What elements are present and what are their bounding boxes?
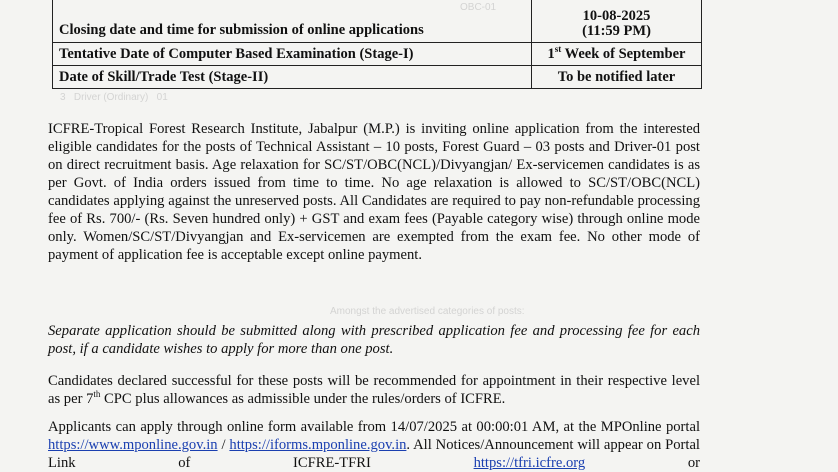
schedule-row [53, 66, 702, 89]
tfri-link[interactable]: https://tfri.icfre.org [473, 455, 586, 471]
separate-application-paragraph: Separate application should be submitted along with prescribed application fee and processing fee for each post, if a candidate wishes to apply for more than one post. [48, 323, 700, 357]
apply-paragraph [48, 418, 700, 472]
schedule-value: To be notified later [532, 66, 702, 89]
apply-text: Applicants can apply through online form available from 14/07/2025 at 00:00:01 AM, at the MPOnline portal [48, 419, 700, 435]
schedule-table [52, 0, 702, 89]
recommendation-paragraph [48, 372, 700, 408]
intro-paragraph: ICFRE-Tropical Forest Research Institute, Jabalpur (M.P.) is inviting online application from the interested eligible candidates for the posts of Technical Assistant – 10 posts, Forest Guard – 03 posts and Driver-01 post on direct recruitment basis. Age relaxation for SC/ST/OBC(NCL)/Divyangjan/ Ex-servicemen candidates is as per Govt. of India orders issued from time to time. No age relaxation is allowed to SC/ST/OBC(NCL) candidates applying against the unreserved posts. All Candidates are required to pay non-refundable processing fee of Rs. 700/- (Rs. Seven hundred only) + GST and exam fees (Payable category wise) through online mode only. Women/SC/ST/Divyangjan and Ex-servicemen are exempted from the exam fee. No other mode of payment of application fee is acceptable except online payment. [48, 121, 700, 263]
bleed-through-marks: Amongst the advertised categories of posts: [330, 306, 525, 317]
mponline-link[interactable]: https://www.mponline.gov.in [48, 437, 218, 453]
ordinal-suffix: st [554, 43, 562, 54]
exam-week-text: Week of September [561, 45, 686, 62]
schedule-label: Date of Skill/Trade Test (Stage-II) [53, 66, 532, 89]
schedule-label: Tentative Date of Computer Based Examination (Stage-I) [53, 43, 532, 66]
schedule-row [53, 0, 702, 43]
closing-time: (11:59 PM) [582, 23, 651, 39]
recommendation-text: Candidates declared successful for these posts will be recommended for appointment in their respective level as per 7 [48, 373, 700, 407]
bleed-through-marks: OBC-01 [460, 2, 497, 13]
schedule-label: Closing date and time for submission of online applications [53, 0, 532, 43]
exam-week-number: 1 [547, 45, 555, 62]
schedule-row [53, 43, 702, 66]
recommendation-text-end: CPC plus allowances as admissible under the rules/orders of ICFRE. [100, 391, 506, 407]
closing-date: 10-08-2025 [582, 8, 651, 24]
bleed-through-marks: 3 Driver (Ordinary) 01 [60, 92, 168, 103]
link-separator: / [221, 437, 226, 453]
ordinal-suffix: th [93, 389, 101, 400]
schedule-value [532, 43, 702, 66]
apply-text-mid: . All Notices/Announcement will appear on Portal Link of ICFRE-TFRI [48, 437, 700, 471]
schedule-value [532, 0, 702, 43]
iforms-link[interactable]: https://iforms.mponline.gov.in [229, 437, 407, 453]
apply-text-end: or [687, 455, 700, 471]
